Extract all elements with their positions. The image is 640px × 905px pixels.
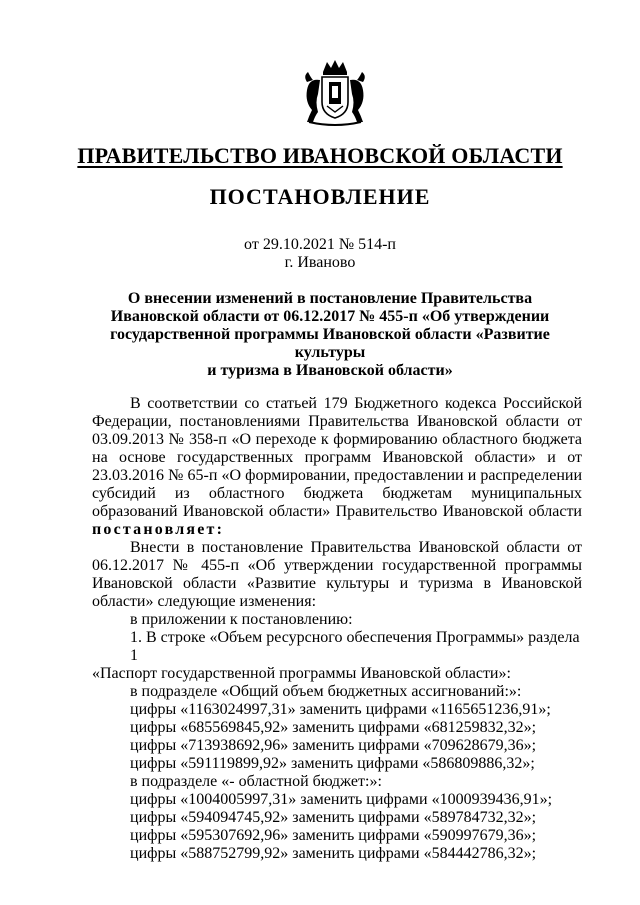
title-line: О внесении изменений в постановление Правительства <box>127 290 533 307</box>
amendment-line: цифры «595307692,96» заменить цифрами «590997679,36»; <box>130 827 537 844</box>
document-meta <box>0 236 640 272</box>
document-type: ПОСТАНОВЛЕНИЕ <box>209 184 431 209</box>
enact-paragraph: Внести в постановление Правительства Ивановской области от 06.12.2017 № 455-п «Об утверждении государственной программы Ивановской области «Развитие культуры и туризма в Ивановской области» следующие изменения: <box>92 539 582 610</box>
amendment-line: цифры «685569845,92» заменить цифрами «681259832,32»; <box>130 719 537 736</box>
preamble-text: В соответствии со статьей 179 Бюджетного кодекса Российской Федерации, постановлениями Правительства Ивановской области от 03.09.2013 № 358-п «О переходе к формированию областного бюджета на основе государственных программ Ивановской области» и от 23.03.2016 № 65-п «О формировании, предоставлении и распределении субсидий из областного бюджета бюджетам муниципальных образований Ивановской области» Правительство Ивановской области <box>92 395 582 520</box>
amendment-line: 1. В строке «Объем ресурсного обеспечения Программы» раздела 1 <box>130 629 580 664</box>
coat-of-arms-icon <box>299 58 371 128</box>
decree-word: постановляет: <box>92 521 225 538</box>
amendment-line: цифры «1163024997,31» заменить цифрами «1165651236,91»; <box>130 701 551 718</box>
amendment-line: цифры «713938692,96» заменить цифрами «709628679,36»; <box>130 737 537 754</box>
amendment-line: в подразделе «Общий объем бюджетных ассигнований:»: <box>130 683 522 700</box>
organization-title: ПРАВИТЕЛЬСТВО ИВАНОВСКОЙ ОБЛАСТИ <box>77 143 563 168</box>
amendment-line: в подразделе «- областной бюджет:»: <box>130 773 382 790</box>
title-line: государственной программы Ивановской области «Развитие культуры <box>110 326 550 361</box>
amendment-line: цифры «591119899,92» заменить цифрами «586809886,32»; <box>130 755 535 772</box>
city: г. Иваново <box>284 254 356 271</box>
date-number: от 29.10.2021 № 514-п <box>244 236 396 253</box>
amendment-line: в приложении к постановлению: <box>130 611 353 628</box>
amendment-line: цифры «588752799,92» заменить цифрами «584442786,32»; <box>130 845 537 862</box>
amendment-line: цифры «1004005997,31» заменить цифрами «1000939436,91»; <box>130 791 553 808</box>
amendment-line: цифры «594094745,92» заменить цифрами «589784732,32»; <box>130 809 537 826</box>
amendment-line: «Паспорт государственной программы Ивановской области»: <box>92 665 511 682</box>
document-body <box>92 395 582 863</box>
document-title <box>95 290 565 380</box>
title-line: и туризма в Ивановской области» <box>207 362 453 379</box>
preamble-paragraph <box>92 395 582 539</box>
title-line: Ивановской области от 06.12.2017 № 455-п «Об утверждении <box>110 308 550 325</box>
